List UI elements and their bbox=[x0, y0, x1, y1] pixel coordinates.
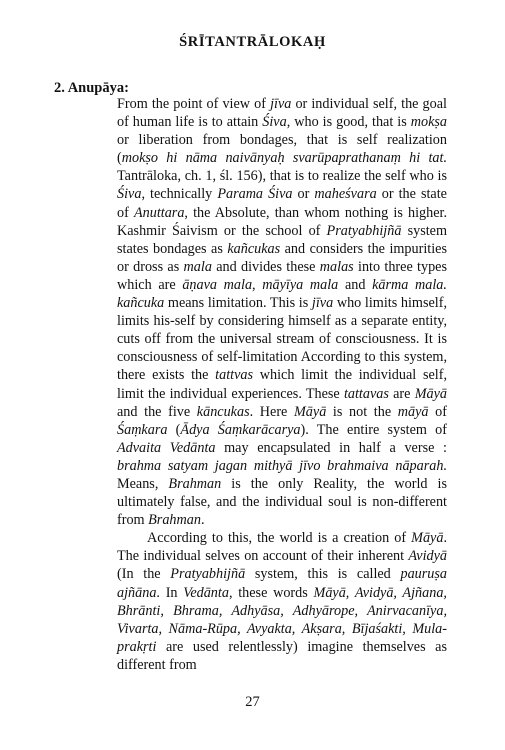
text-run: According to this, the world is a creation of bbox=[147, 530, 412, 547]
italic-term: āṇava mala bbox=[182, 276, 253, 293]
text-run: , these words bbox=[228, 584, 314, 601]
italic-term: Māyā, Avidyā, Ajñana, Bhrānti, Bhrama, Adhyāsa, Adhyārope, Anirvacanīya, Vivarta, Nāma-Rūpa, Avyakta, Akṣara, Bījaśakti, Mula-prakṛti bbox=[117, 584, 447, 655]
text-run: and considers the impurities or dross as bbox=[117, 240, 447, 275]
italic-term: brahma satyam jagan mithyā jīvo brahmaiva nāparah. bbox=[117, 457, 447, 474]
italic-term: mokṣa bbox=[410, 114, 447, 131]
text-run: are bbox=[388, 385, 415, 402]
italic-term: māyā bbox=[397, 403, 429, 420]
section-number: 2. bbox=[54, 80, 65, 96]
text-run: who limits himself, limits his-self by considering himself as a separate entity, cuts off from the universal stream of consciousness. It is consciousness of self-limitation According to this system, there exists the bbox=[117, 295, 447, 384]
text-run: . Here bbox=[249, 403, 294, 420]
running-header: ŚRĪTANTRĀLOKAḤ bbox=[179, 34, 326, 50]
italic-term: kārma mala. kañcuka bbox=[117, 276, 447, 312]
text-run: are used relentlessly) imagine themselves as different from bbox=[117, 638, 447, 673]
italic-term: tattvas bbox=[215, 367, 254, 384]
body-text bbox=[117, 95, 447, 674]
text-run: system states bondages as bbox=[117, 222, 447, 257]
italic-term: kañcukas bbox=[227, 240, 281, 257]
text-run: of bbox=[428, 403, 447, 420]
text-run: ( bbox=[167, 421, 181, 438]
italic-term: Māyā bbox=[411, 530, 444, 547]
italic-term: Ādya Śaṃkarācarya bbox=[180, 421, 301, 438]
paragraph-2 bbox=[117, 529, 447, 674]
italic-term: Avidyā bbox=[408, 548, 447, 565]
italic-term: Śiva bbox=[117, 186, 142, 203]
italic-term: kāncukas bbox=[196, 403, 250, 420]
italic-term: Brahman bbox=[148, 512, 201, 529]
italic-term: Pratyabhijñā bbox=[326, 222, 402, 239]
paragraph-1 bbox=[117, 95, 447, 529]
italic-term: jīva bbox=[311, 295, 334, 312]
italic-term: jīva bbox=[270, 96, 292, 112]
italic-term: māyīya mala bbox=[262, 276, 339, 293]
italic-term: mala bbox=[183, 258, 212, 275]
text-run: is the only Reality, the world is ultimately false, and the individual soul is non-different from bbox=[117, 475, 448, 529]
italic-term: Pratyabhijñā bbox=[170, 566, 246, 583]
text-run: or bbox=[292, 186, 315, 203]
text-run: and divides these bbox=[211, 258, 320, 275]
italic-term: Māyā bbox=[414, 385, 447, 402]
italic-term: Brahman bbox=[168, 475, 222, 492]
text-run: Tantrāloka, ch. 1, śl. 156), that is to realize the self who is bbox=[117, 168, 447, 185]
text-run: or liberation from bondages, that is self realization ( bbox=[117, 132, 447, 167]
text-run: (In the bbox=[117, 566, 171, 583]
page-number: 27 bbox=[245, 694, 260, 710]
italic-term: Advaita Vedānta bbox=[117, 439, 216, 456]
italic-term: maheśvara bbox=[314, 186, 377, 203]
text-run: , who is good, that is bbox=[286, 114, 411, 131]
text-run: , the Absolute, than whom nothing is higher. Kashmir Śaivism or the school of bbox=[117, 204, 447, 239]
text-run: system, this is called bbox=[245, 566, 401, 583]
italic-term: pauruṣa ajñāna bbox=[117, 566, 447, 601]
text-run: ). The entire system of bbox=[300, 421, 447, 438]
italic-term: Śaṃkara bbox=[117, 421, 168, 438]
italic-term: Vedānta bbox=[183, 584, 229, 601]
text-run: . bbox=[200, 512, 205, 529]
section-title: Anupāya: bbox=[67, 80, 129, 96]
text-run: . The individual selves on account of their inherent bbox=[117, 530, 447, 565]
text-run: into three types which are bbox=[117, 258, 447, 293]
text-run: and the five bbox=[117, 403, 197, 420]
italic-term: Śiva bbox=[262, 114, 287, 131]
text-run: . In bbox=[156, 584, 184, 601]
text-run: and bbox=[338, 276, 373, 293]
text-run: may encapsulated in half a verse : bbox=[215, 439, 447, 456]
italic-term: Anuttara bbox=[133, 204, 185, 221]
italic-term: mokṣo hi nāma naivānyaḥ svarūpaprathanaṃ hi tat. bbox=[121, 150, 447, 167]
italic-term: tattavas bbox=[343, 385, 389, 402]
text-run: is not the bbox=[326, 403, 398, 420]
text-run: From the point of view of bbox=[117, 96, 271, 112]
text-run: , technically bbox=[141, 186, 218, 203]
italic-term: Māyā bbox=[293, 403, 327, 420]
text-run: or individual self, the goal of human life is to attain bbox=[117, 96, 447, 131]
text-run: , bbox=[252, 276, 263, 293]
text-run: Means, bbox=[117, 475, 169, 492]
text-run: or the state of bbox=[117, 186, 447, 221]
italic-term: Parama Śiva bbox=[217, 186, 293, 203]
italic-term: malas bbox=[319, 258, 354, 275]
text-run: which limit the individual self, limit the individual experiences. These bbox=[117, 367, 447, 402]
text-run: means limitation. This is bbox=[164, 295, 312, 312]
